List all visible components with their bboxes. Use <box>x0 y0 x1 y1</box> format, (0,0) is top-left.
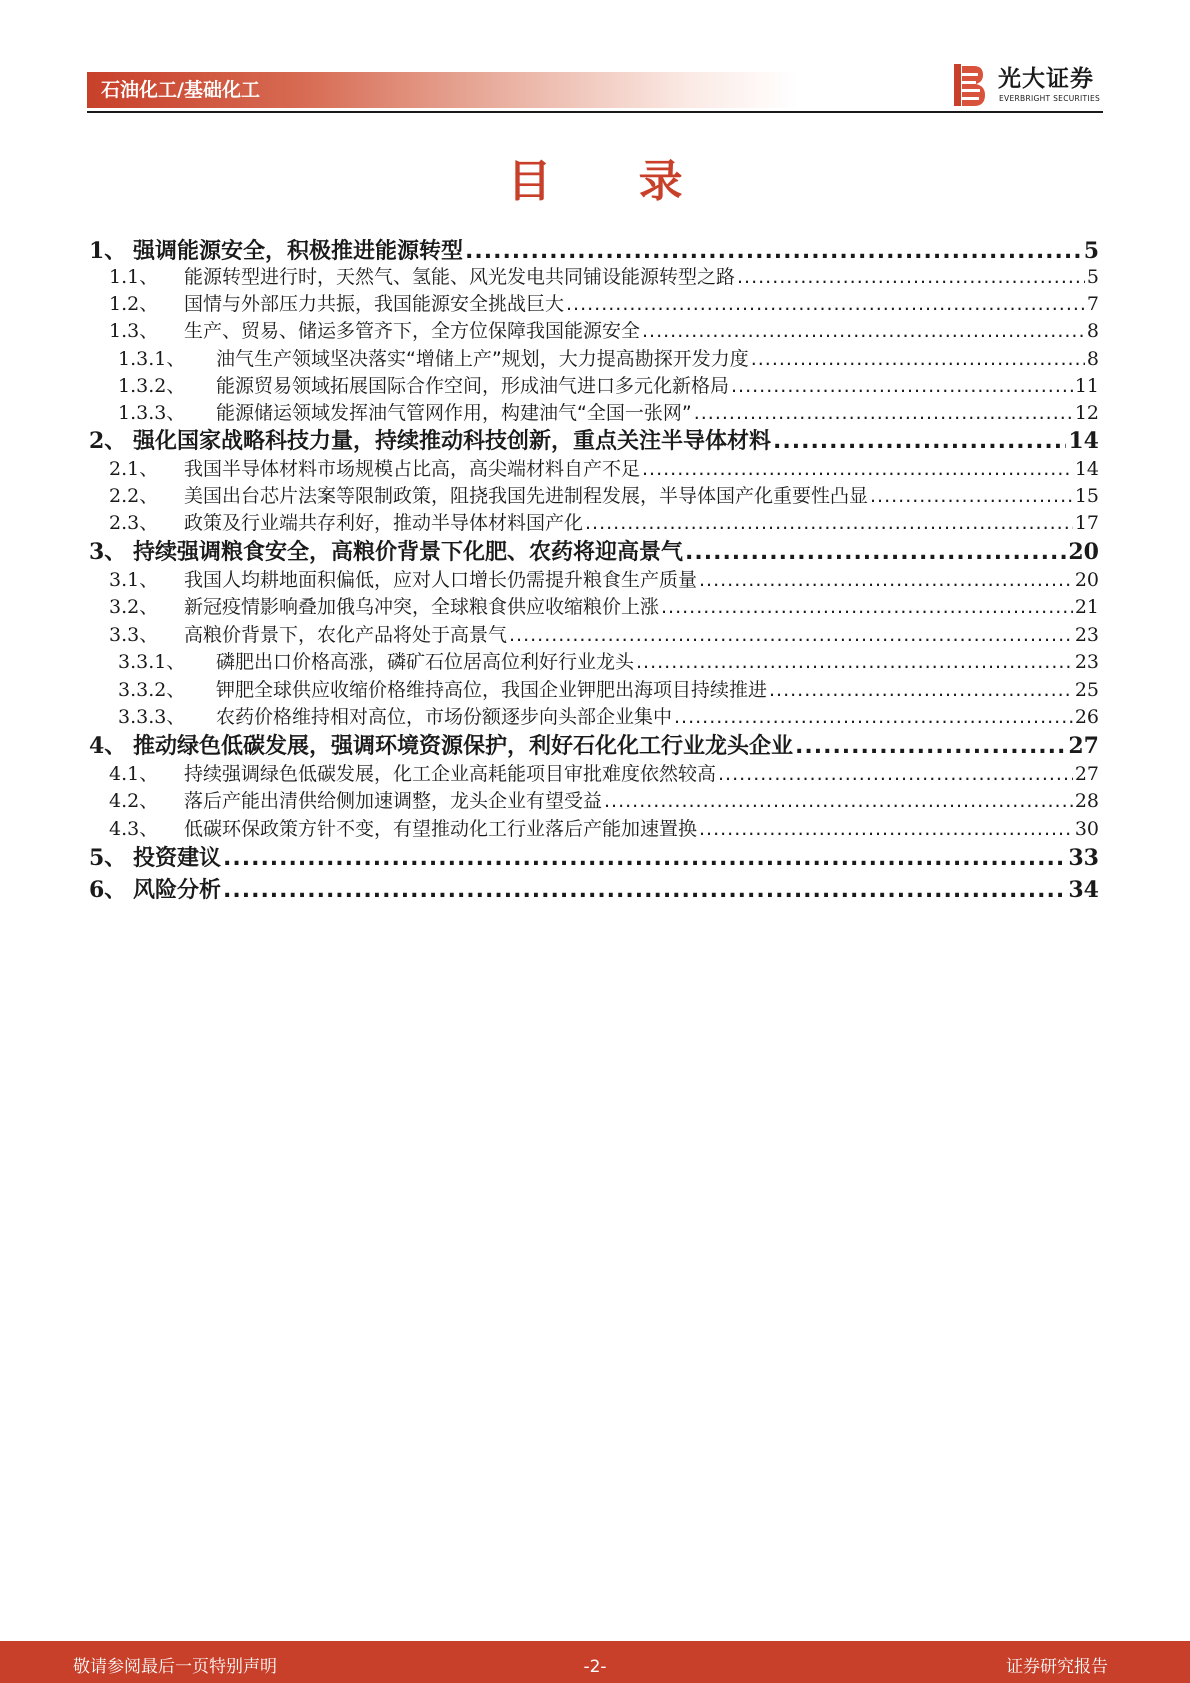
toc-entry-page: 14 <box>1068 428 1099 454</box>
toc-entry[interactable] <box>89 593 1099 621</box>
toc-leader-dots <box>604 787 1073 815</box>
toc-leader-dots <box>642 317 1085 345</box>
toc-entry-title: 能源转型进行时，天然气、氢能、风光发电共同铺设能源转型之路 <box>184 266 736 288</box>
toc-entry[interactable] <box>89 787 1099 815</box>
toc-entry[interactable] <box>89 536 1099 568</box>
toc-entry-page: 20 <box>1074 569 1099 591</box>
toc-entry[interactable] <box>89 842 1099 874</box>
toc-entry[interactable] <box>89 730 1099 762</box>
toc-leader-dots <box>795 731 1066 763</box>
header-category: 石油化工/基础化工 <box>101 79 260 101</box>
toc-entry-number: 4.2、 <box>109 790 159 812</box>
toc-entry-number: 4、 <box>89 733 127 759</box>
toc-entry-title: 持续强调绿色低碳发展，化工企业高耗能项目审批难度依然较高 <box>184 763 717 785</box>
toc-entry-title: 钾肥全球供应收缩价格维持高位，我国企业钾肥出海项目持续推进 <box>216 679 768 701</box>
toc-entry[interactable] <box>89 482 1099 510</box>
toc-entry-page: 27 <box>1068 733 1099 759</box>
toc-entry-title: 落后产能出清供给侧加速调整，龙头企业有望受益 <box>184 790 603 812</box>
toc-entry-title: 风险分析 <box>133 878 222 903</box>
toc-leader-dots <box>636 648 1073 676</box>
toc-entry-page: 28 <box>1074 790 1099 812</box>
toc-leader-dots <box>661 593 1073 621</box>
toc-entry-title: 强化国家战略科技力量，持续推动科技创新，重点关注半导体材料 <box>133 429 772 454</box>
toc-entry[interactable] <box>89 317 1099 345</box>
toc-entry-page: 11 <box>1074 375 1099 397</box>
toc-entry[interactable] <box>89 648 1099 676</box>
toc-entry-number: 1.3.3、 <box>118 402 186 424</box>
toc-entry-title: 美国出台芯片法案等限制政策，阻挠我国先进制程发展，半导体国产化重要性凸显 <box>184 485 869 507</box>
toc-entry-title: 推动绿色低碳发展，强调环境资源保护，利好石化化工行业龙头企业 <box>133 734 794 759</box>
toc-entry[interactable] <box>89 703 1099 731</box>
toc-entry[interactable] <box>89 815 1099 843</box>
toc-entry-number: 6、 <box>89 877 127 903</box>
footer-doc-type: 证券研究报告 <box>1006 1657 1108 1677</box>
toc-entry[interactable] <box>89 874 1099 906</box>
toc-leader-dots <box>685 537 1066 569</box>
toc-entry-title: 国情与外部压力共振，我国能源安全挑战巨大 <box>184 293 565 315</box>
toc-leader-dots <box>566 290 1085 318</box>
toc-entry-page: 25 <box>1074 679 1099 701</box>
toc-leader-dots <box>509 621 1073 649</box>
toc-entry-number: 2.3、 <box>109 512 159 534</box>
toc-entry-page: 26 <box>1074 706 1099 728</box>
toc-entry-number: 1.3.1、 <box>118 348 186 370</box>
toc-entry-page: 21 <box>1074 596 1099 618</box>
toc-entry[interactable] <box>89 760 1099 788</box>
toc-entry-page: 7 <box>1086 293 1099 315</box>
toc-entry[interactable] <box>89 263 1099 291</box>
toc-entry[interactable] <box>89 345 1099 373</box>
header-rule <box>87 111 1103 113</box>
toc-entry-title: 投资建议 <box>133 846 222 871</box>
toc-entry-number: 2、 <box>89 428 127 454</box>
toc-entry-number: 2.1、 <box>109 458 159 480</box>
toc-entry-page: 33 <box>1068 845 1099 871</box>
toc-entry-page: 8 <box>1086 320 1099 342</box>
toc-entry-page: 8 <box>1086 348 1099 370</box>
toc-entry-title: 强调能源安全，积极推进能源转型 <box>133 239 464 264</box>
toc-entry-page: 14 <box>1074 458 1099 480</box>
toc-entry-page: 23 <box>1074 624 1099 646</box>
toc-entry-number: 3.3.3、 <box>118 706 186 728</box>
toc-entry-title: 我国人均耕地面积偏低，应对人口增长仍需提升粮食生产质量 <box>184 569 698 591</box>
toc-entry[interactable] <box>89 621 1099 649</box>
toc-entry-page: 34 <box>1068 877 1099 903</box>
toc-entry-number: 4.3、 <box>109 818 159 840</box>
toc-entry[interactable] <box>89 290 1099 318</box>
footer-disclaimer: 敬请参阅最后一页特别声明 <box>73 1657 277 1677</box>
toc-leader-dots <box>737 263 1085 291</box>
toc-leader-dots <box>699 815 1073 843</box>
toc-entry-title: 政策及行业端共存利好，推动半导体材料国产化 <box>184 512 584 534</box>
toc-entry[interactable] <box>89 566 1099 594</box>
toc-entry-page: 23 <box>1074 651 1099 673</box>
toc-entry-title: 农药价格维持相对高位，市场份额逐步向头部企业集中 <box>216 706 673 728</box>
toc-entry-title: 能源储运领域发挥油气管网作用，构建油气“全国一张网” <box>216 402 692 424</box>
toc-entry-number: 3.2、 <box>109 596 159 618</box>
toc-leader-dots <box>642 455 1073 483</box>
everbright-logo-icon <box>952 62 986 108</box>
toc-leader-dots <box>769 676 1073 704</box>
toc-leader-dots <box>223 843 1066 875</box>
toc-entry-number: 1.3、 <box>109 320 159 342</box>
brand-name-en: EVERBRIGHT SECURITIES <box>999 94 1101 103</box>
toc-entry-title: 高粮价背景下，农化产品将处于高景气 <box>184 624 508 646</box>
toc-entry-page: 17 <box>1074 512 1099 534</box>
toc-entry[interactable] <box>89 399 1099 427</box>
toc-entry[interactable] <box>89 372 1099 400</box>
toc-entry-number: 1.1、 <box>109 266 159 288</box>
toc-entry-title: 低碳环保政策方针不变，有望推动化工行业落后产能加速置换 <box>184 818 698 840</box>
toc-leader-dots <box>223 875 1066 907</box>
toc-entry-number: 5、 <box>89 845 127 871</box>
toc-entry-title: 油气生产领域坚决落实“增储上产”规划，大力提高勘探开发力度 <box>216 348 749 370</box>
toc-entry-page: 15 <box>1074 485 1099 507</box>
toc-entry-number: 4.1、 <box>109 763 159 785</box>
toc-entry-page: 5 <box>1083 238 1099 264</box>
toc-entry[interactable] <box>89 425 1099 457</box>
toc-entry-number: 3.3.1、 <box>118 651 186 673</box>
toc-entry[interactable] <box>89 455 1099 483</box>
toc-entry-page: 12 <box>1074 402 1099 424</box>
toc-leader-dots <box>773 426 1066 458</box>
toc-leader-dots <box>694 399 1073 427</box>
brand-name-cn: 光大证券 <box>998 66 1094 92</box>
toc-entry-number: 3、 <box>89 539 127 565</box>
toc-title: 目 录 <box>507 156 719 207</box>
toc-entry-number: 2.2、 <box>109 485 159 507</box>
toc-entry-page: 27 <box>1074 763 1099 785</box>
toc-leader-dots <box>699 566 1073 594</box>
toc-entry-title: 新冠疫情影响叠加俄乌冲突，全球粮食供应收缩粮价上涨 <box>184 596 660 618</box>
toc-leader-dots <box>731 372 1073 400</box>
toc-entry-page: 20 <box>1068 539 1099 565</box>
footer-page-number: -2- <box>583 1657 607 1677</box>
toc-entry[interactable] <box>89 676 1099 704</box>
toc-entry-number: 3.1、 <box>109 569 159 591</box>
toc-entry-number: 1、 <box>89 238 127 264</box>
toc-leader-dots <box>585 509 1073 537</box>
toc-leader-dots <box>751 345 1085 373</box>
toc-entry-title: 能源贸易领域拓展国际合作空间，形成油气进口多元化新格局 <box>216 375 730 397</box>
toc-entry-title: 生产、贸易、储运多管齐下，全方位保障我国能源安全 <box>184 320 641 342</box>
brand-logo <box>952 62 1107 108</box>
toc-entry-title: 磷肥出口价格高涨，磷矿石位居高位利好行业龙头 <box>216 651 635 673</box>
toc-entry-number: 1.3.2、 <box>118 375 186 397</box>
toc-entry-number: 1.2、 <box>109 293 159 315</box>
toc-entry-number: 3.3、 <box>109 624 159 646</box>
toc-leader-dots <box>870 482 1073 510</box>
toc-leader-dots <box>674 703 1073 731</box>
toc-leader-dots <box>718 760 1073 788</box>
toc-entry-page: 30 <box>1074 818 1099 840</box>
toc-entry[interactable] <box>89 509 1099 537</box>
toc-entry-title: 我国半导体材料市场规模占比高，高尖端材料自产不足 <box>184 458 641 480</box>
toc-entry-title: 持续强调粮食安全，高粮价背景下化肥、农药将迎高景气 <box>133 540 684 565</box>
toc-entry-page: 5 <box>1086 266 1099 288</box>
toc-entry-number: 3.3.2、 <box>118 679 186 701</box>
